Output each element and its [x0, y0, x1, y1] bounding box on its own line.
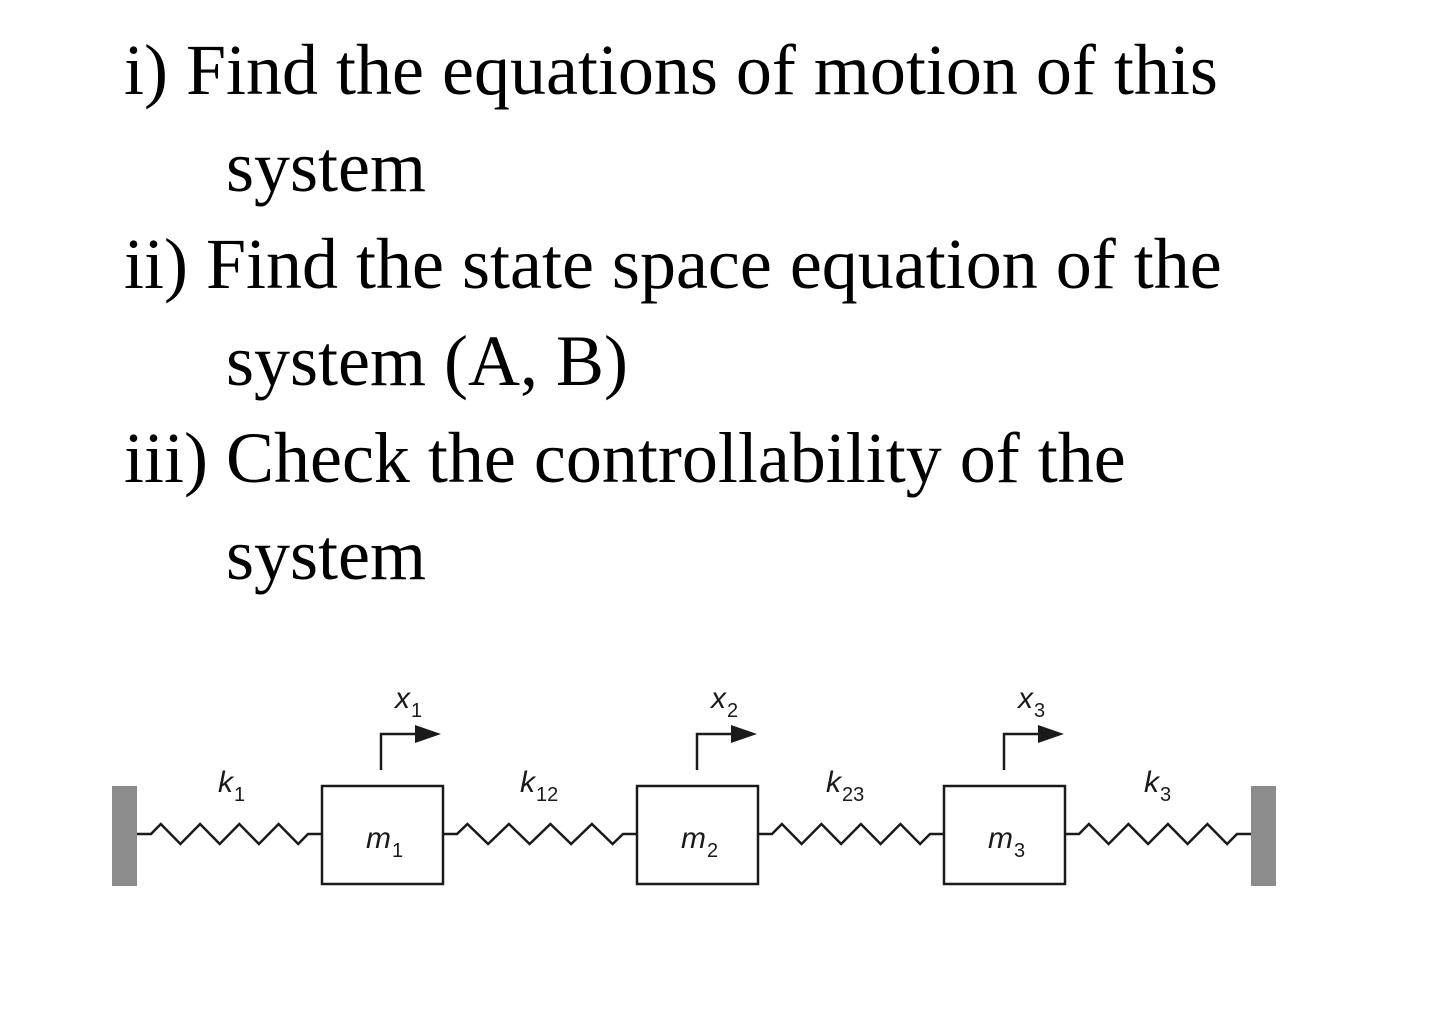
displacement-label-1-symbol: x — [395, 682, 410, 715]
displacement-label-2-subscript: 2 — [727, 700, 739, 722]
displacement-label-1 — [393, 682, 422, 722]
displacement-label-3-subscript: 3 — [1034, 700, 1046, 722]
displacement-arrow-1-head — [415, 725, 441, 743]
spring-label-1-subscript: 1 — [234, 784, 246, 806]
question-1: i) Find the equations of motion of this — [124, 30, 1218, 110]
displacement-arrow-2-shaft — [697, 734, 733, 770]
displacement-label-2 — [709, 682, 738, 722]
question-list — [124, 22, 1324, 604]
mass-label-1-symbol: m — [366, 822, 391, 855]
spring-label-3-symbol: k — [826, 766, 841, 799]
mass-spring-diagram — [0, 600, 1440, 1000]
spring-label-3 — [826, 766, 864, 806]
question-2: ii) Find the state space equation of the — [124, 224, 1222, 304]
question-3-continuation: system — [226, 515, 427, 595]
spring-label-2-subscript: 12 — [536, 784, 559, 806]
right-wall — [1251, 786, 1276, 886]
spring-2 — [443, 824, 637, 844]
mass-label-3-symbol: m — [988, 822, 1013, 855]
mass-label-1-subscript: 1 — [392, 840, 404, 862]
mass-label-2-symbol: m — [681, 822, 706, 855]
displacement-arrow-1-shaft — [381, 734, 417, 770]
displacement-label-3 — [1016, 682, 1045, 722]
spring-3 — [758, 824, 944, 844]
displacement-label-1-subscript: 1 — [411, 700, 423, 722]
displacement-arrow-2-head — [731, 725, 757, 743]
spring-label-1-symbol: k — [218, 766, 233, 799]
question-3: iii) Check the controllability of the — [124, 418, 1126, 498]
displacement-arrow-3-shaft — [1004, 734, 1040, 770]
spring-4 — [1065, 824, 1251, 844]
spring-1 — [137, 824, 322, 844]
displacement-label-3-symbol: x — [1018, 682, 1033, 715]
spring-label-2-symbol: k — [520, 766, 535, 799]
question-2-continuation: system (A, B) — [226, 321, 628, 401]
spring-label-1 — [218, 766, 245, 806]
spring-label-4-subscript: 3 — [1160, 784, 1172, 806]
spring-label-2 — [520, 766, 558, 806]
displacement-label-2-symbol: x — [711, 682, 726, 715]
mass-label-2-subscript: 2 — [707, 840, 719, 862]
question-1-continuation: system — [226, 127, 427, 207]
spring-label-4-symbol: k — [1144, 766, 1159, 799]
displacement-arrow-3-head — [1038, 725, 1064, 743]
spring-label-3-subscript: 23 — [842, 784, 865, 806]
spring-label-4 — [1144, 766, 1171, 806]
left-wall — [112, 786, 137, 886]
mass-label-3-subscript: 3 — [1014, 840, 1026, 862]
